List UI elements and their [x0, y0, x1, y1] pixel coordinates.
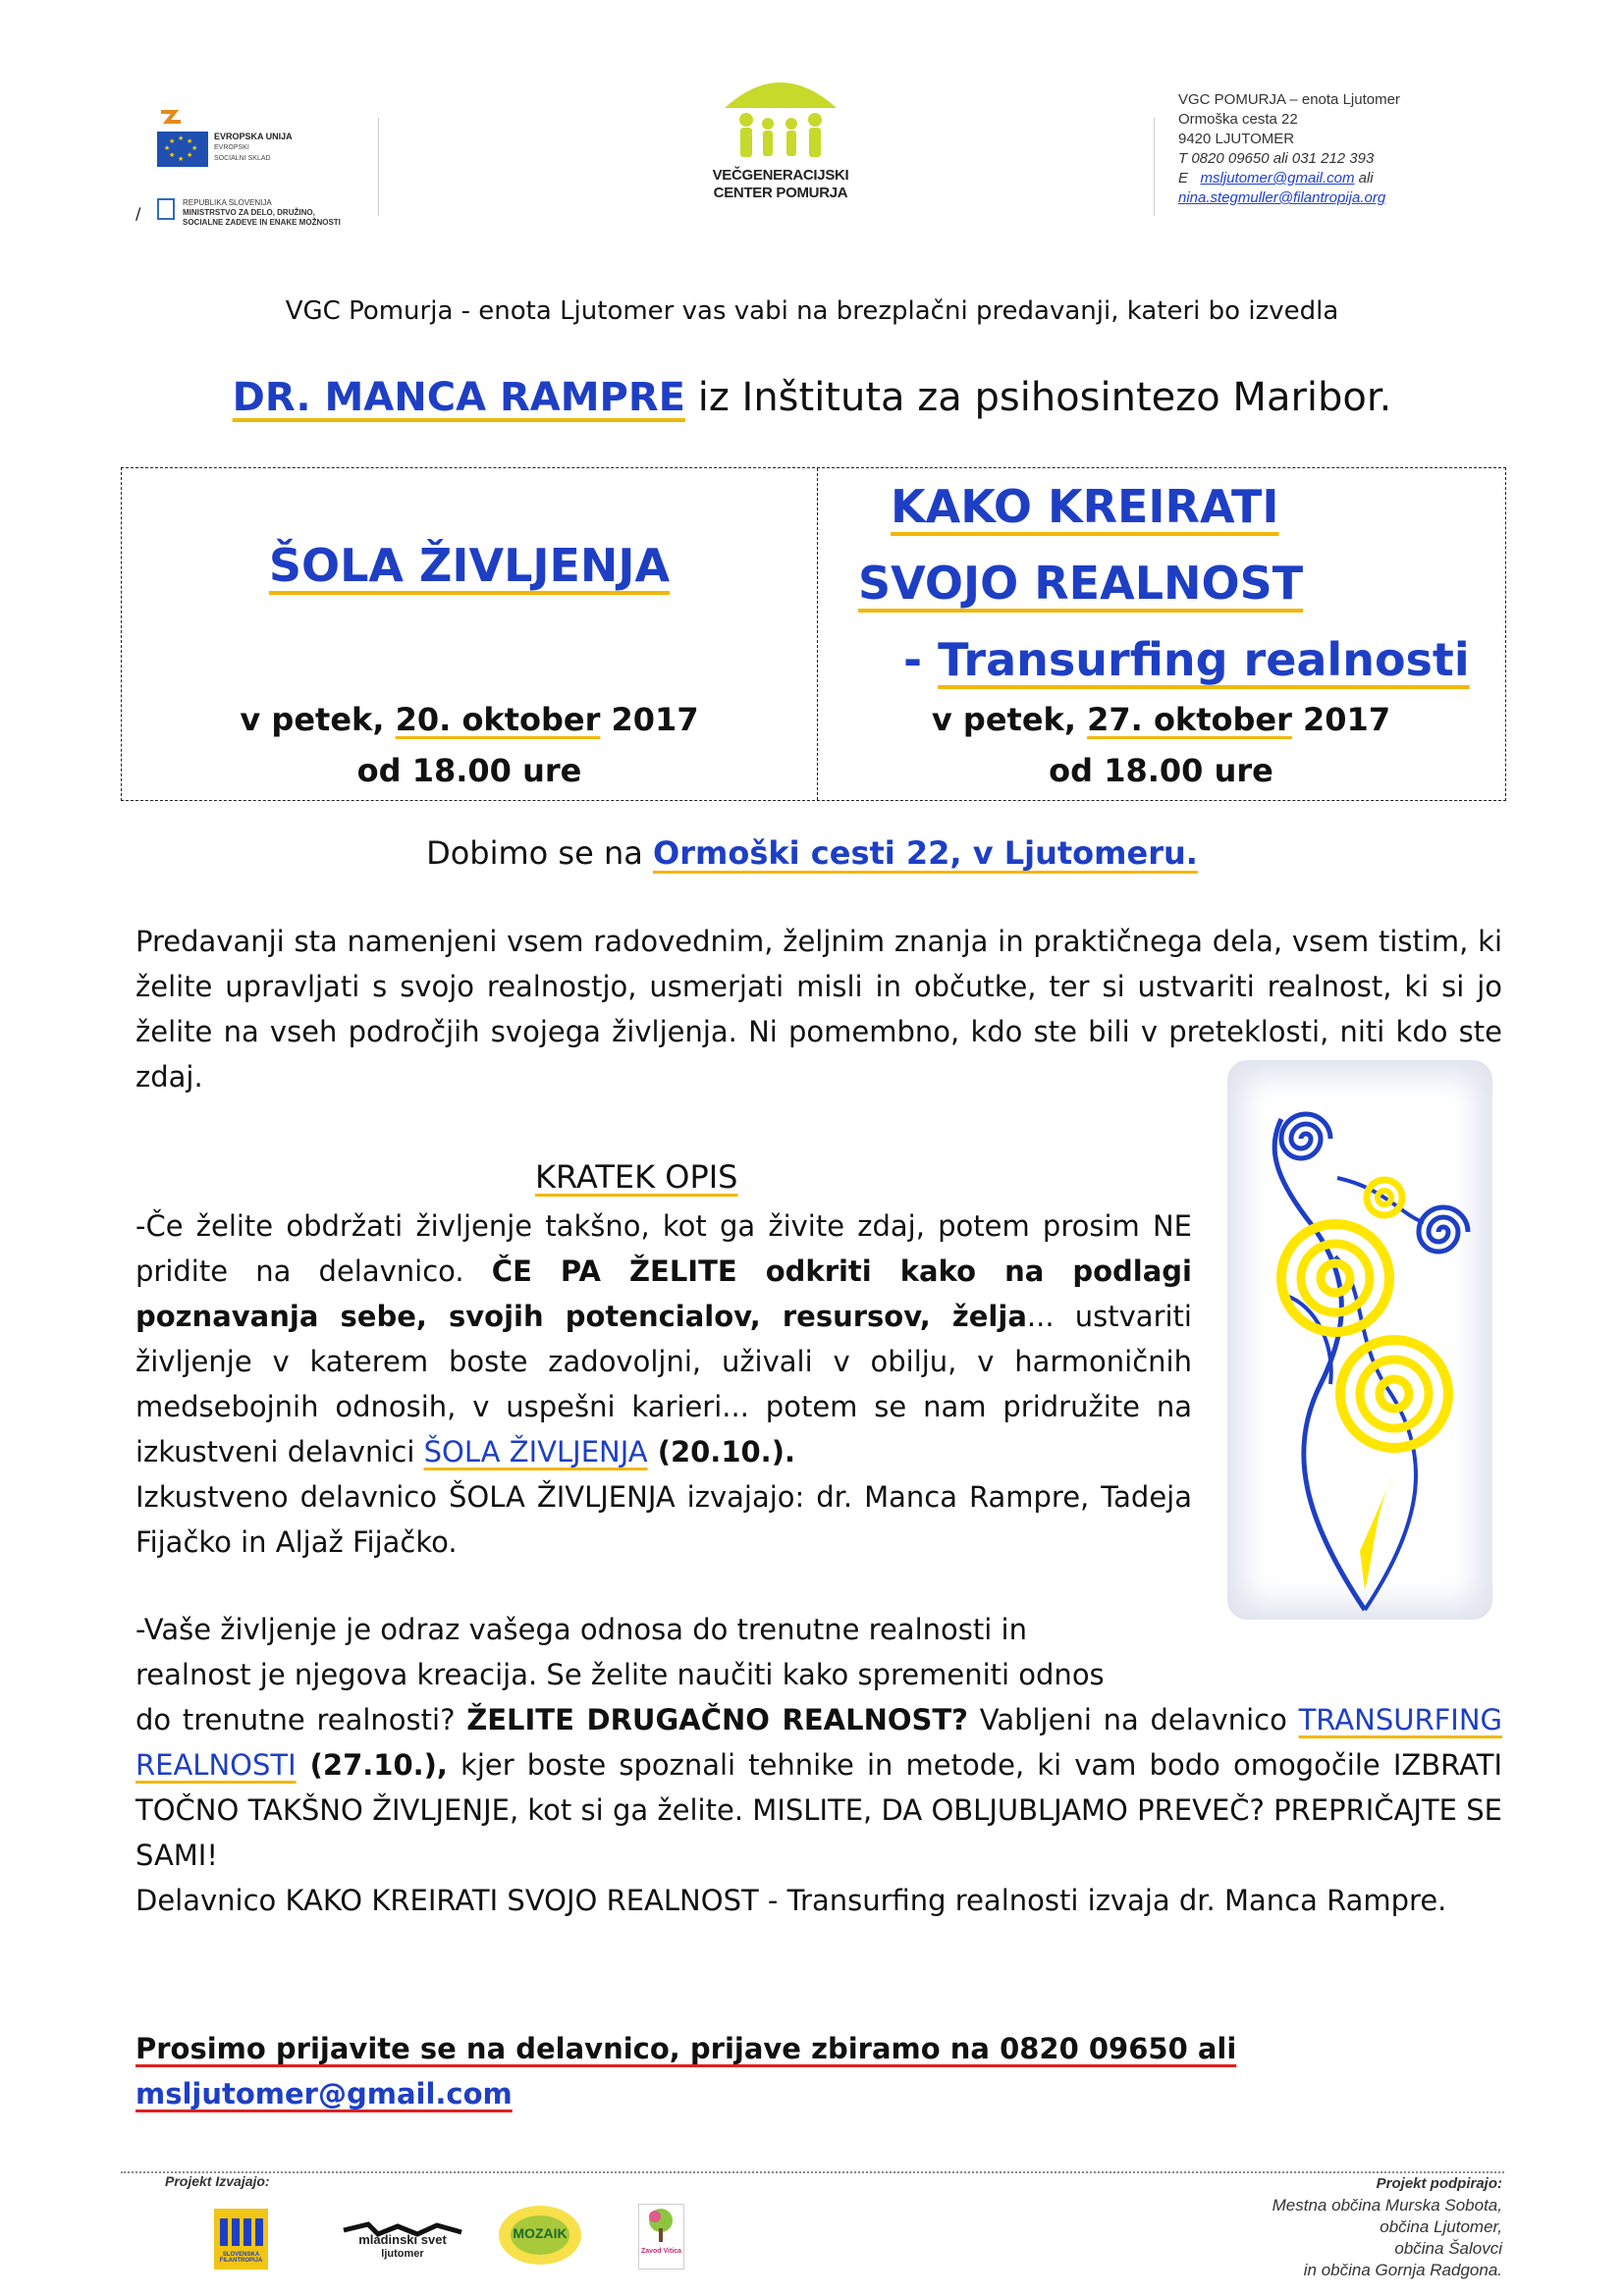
eu-line3: SOCIALNI SKLAD: [214, 155, 271, 162]
eu-line2: EVROPSKI: [214, 144, 249, 151]
event2-subtitle-row: [903, 621, 1470, 698]
eu-mark-icon: [157, 110, 196, 132]
footer-left-heading: Projekt Izvajajo:: [165, 2173, 270, 2189]
description-2-top: [135, 1607, 1192, 1697]
supporter-line1: Mestna občina Murska Sobota,: [1272, 2196, 1502, 2215]
desc2-line2: realnost je njegova kreacija. Se želite naučiti kako spremeniti odnos: [135, 1658, 1105, 1691]
supporter-line3: občina Šalovci: [1394, 2239, 1502, 2258]
tree-icon: [639, 2205, 683, 2246]
speaker-institute: iz Inštituta za psihosintezo Maribor.: [684, 375, 1392, 420]
short-description-heading: KRATEK OPIS: [535, 1158, 738, 1196]
contact-email-row: [1178, 169, 1400, 188]
eu-line1: EVROPSKA UNIJA: [214, 132, 293, 141]
event2-subtitle: Transurfing realnosti: [938, 633, 1470, 686]
supporter-line2: občina Ljutomer,: [1380, 2217, 1502, 2236]
desc2-part-c: Vabljeni na delavnico: [968, 1703, 1299, 1736]
events-table: [121, 467, 1506, 801]
umbrella-family-icon: [707, 69, 854, 167]
desc1-part-e: Izkustveno delavnico ŠOLA ŽIVLJENJA izvajajo: dr. Manca Rampre, Tadeja Fijačko in Aljaž Fijačko.: [135, 1480, 1192, 1559]
signup-text: [135, 2026, 1502, 2116]
header-divider: [378, 118, 379, 216]
spiral-tree-icon: [1227, 1060, 1492, 1620]
contact-city: 9420 LJUTOMER: [1178, 131, 1295, 147]
desc2-part-e: kjer boste spoznali tehnike in metode, ki vam bodo omogočile IZBRATI TOČNO TAKŠNO ŽIVLJENJE, kot si ga želite. MISLITE, DA OBLJUBLJAMO PREVEČ? PREPRIČAJTE SE SAMI!: [135, 1748, 1502, 1872]
contact-phone: T 0820 09650 ali 031 212 393: [1178, 150, 1375, 167]
meet-pre: Dobimo se na: [426, 834, 654, 872]
contact-email-link[interactable]: msljutomer@gmail.com: [1200, 170, 1355, 187]
desc1-part-b: ČE PA ŽELITE odkriti kako na podlagi poznavanja sebe, svojih potencialov, resursov, želja: [135, 1255, 1192, 1333]
event1-date-year: 2017: [600, 701, 699, 738]
eu-text: [214, 132, 293, 164]
mladinski-line2: ljutomer: [381, 2248, 424, 2260]
header-divider-right: [1154, 118, 1155, 216]
desc2-part-f: Delavnico KAKO KREIRATI SVOJO REALNOST - Transurfing realnosti izvaja dr. Manca Rampre.: [135, 1884, 1447, 1917]
signup-email-link[interactable]: msljutomer@gmail.com: [135, 2077, 513, 2110]
signup-line: Prosimo prijavite se na delavnico, prijave zbiramo na 0820 09650 ali: [135, 2032, 1237, 2065]
event2-dash: -: [903, 633, 939, 686]
event2-time: od 18.00 ure: [1049, 752, 1273, 789]
event2-title-line2: SVOJO REALNOST: [858, 557, 1304, 610]
description-2: [135, 1697, 1502, 1923]
desc2-part-d: (27.10.),: [296, 1748, 448, 1782]
meet-address: Ormoški cesti 22, v Ljutomeru.: [653, 834, 1198, 872]
filantropija-people-icon: [214, 2209, 268, 2252]
spiral-tree-image: [1227, 1060, 1492, 1620]
description-1: [135, 1203, 1192, 1565]
brand-line2: CENTER POMURJA: [713, 185, 848, 201]
desc2-workshop-link: TRANSURFING REALNOSTI: [135, 1703, 1502, 1782]
event1-date: [122, 694, 817, 796]
footer-right-heading: Projekt podpirajo:: [1376, 2175, 1502, 2192]
mladinski-svet-logo: [339, 2220, 466, 2269]
speaker-name: DR. MANCA RAMPRE: [232, 375, 685, 420]
desc1-part-d: (20.10.).: [647, 1435, 795, 1468]
footer-supporters: [1139, 2173, 1502, 2281]
slovenia-coat-icon: [157, 198, 175, 220]
desc1-part-c: ... ustvariti življenje v katerem boste zadovoljni, uživali v obilju, v harmoničnih medsebojnih odnosih, v uspešni karieri... potem se nam pridružite na izkustveni delavnici: [135, 1300, 1192, 1468]
vgc-pomurja-logo: [707, 69, 854, 216]
contact-name: VGC POMURJA – enota Ljutomer: [1178, 91, 1400, 108]
event2-date-day: 27. oktober: [1087, 701, 1292, 738]
zavod-vitica-logo: [638, 2204, 684, 2269]
ministry-line3: SOCIALNE ZADEVE IN ENAKE MOŽNOSTI: [183, 218, 341, 227]
event1-date-pre: v petek,: [240, 701, 396, 738]
event1-title: ŠOLA ŽIVLJENJA: [268, 539, 671, 592]
event2-title-line1: KAKO KREIRATI: [891, 480, 1279, 533]
email-or: ali: [1354, 170, 1374, 187]
speaker-line: [0, 375, 1624, 420]
slash-mark: /: [135, 204, 141, 223]
event2-date-pre: v petek,: [931, 701, 1088, 738]
event2-date: [817, 694, 1505, 796]
event2-date-year: 2017: [1291, 701, 1391, 738]
ministry-text: [183, 198, 341, 228]
desc2-question: ŽELITE DRUGAČNO REALNOST?: [466, 1703, 968, 1736]
contact-email2-link[interactable]: nina.stegmuller@filantropija.org: [1178, 189, 1386, 206]
ministry-line1: REPUBLIKA SLOVENIJA: [183, 198, 272, 207]
mozaik-caption: MOZAIK: [513, 2225, 568, 2241]
intro-paragraph: Predavanji sta namenjeni vsem radovednim, željnim znanja in praktičnega dela, vsem tistim, ki želite upravljati s svojo realnostjo, usmerjati misli in občutke, ter si ustvariti realnost, ki si jo želite na vseh področjih svojega življenja. Ni pomembno, kdo ste bili v preteklosti, niti kdo ste zdaj.: [135, 925, 1502, 1094]
vgc-brand-text: [707, 167, 854, 202]
desc2-line3: do trenutne realnosti?: [135, 1703, 467, 1736]
ministry-line2: MINISTRSTVO ZA DELO, DRUŽINO,: [183, 208, 315, 217]
mozaik-logo: [496, 2204, 584, 2268]
event1-time: od 18.00 ure: [356, 752, 582, 789]
mladinski-line1: mladinski svet: [358, 2232, 447, 2247]
supporter-line4: in občina Gornja Radgona.: [1303, 2261, 1502, 2279]
desc1-workshop-link: ŠOLA ŽIVLJENJA: [423, 1435, 648, 1468]
desc1-part-a: -Če želite obdržati življenje takšno, kot ga živite zdaj, potem prosim NE pridite na delavnico.: [135, 1209, 1192, 1288]
event1-date-day: 20. oktober: [395, 701, 601, 738]
event1-title-wrap: [122, 527, 817, 604]
filantropija-caption: SLOVENSKA FILANTROPIJA: [219, 2252, 263, 2264]
contact-street: Ormoška cesta 22: [1178, 111, 1298, 128]
desc2-line1: -Vaše življenje je odraz vašega odnosa do trenutne realnosti in: [135, 1613, 1027, 1646]
meeting-place: [0, 834, 1624, 872]
vitica-caption: Zavod Vitica: [640, 2248, 682, 2255]
brand-line1: VEČGENERACIJSKI: [712, 167, 849, 184]
filantropija-logo: [214, 2209, 268, 2269]
eu-flag-icon: ★ ★ ★ ★ ★ ★ ★ ★: [157, 132, 208, 167]
intro-text: VGC Pomurja - enota Ljutomer vas vabi na brezplačni predavanji, kateri bo izvedla: [285, 296, 1339, 326]
eu-ministry-logo: [157, 110, 393, 226]
contact-block: [1178, 90, 1400, 208]
email-prefix: E: [1178, 170, 1189, 187]
